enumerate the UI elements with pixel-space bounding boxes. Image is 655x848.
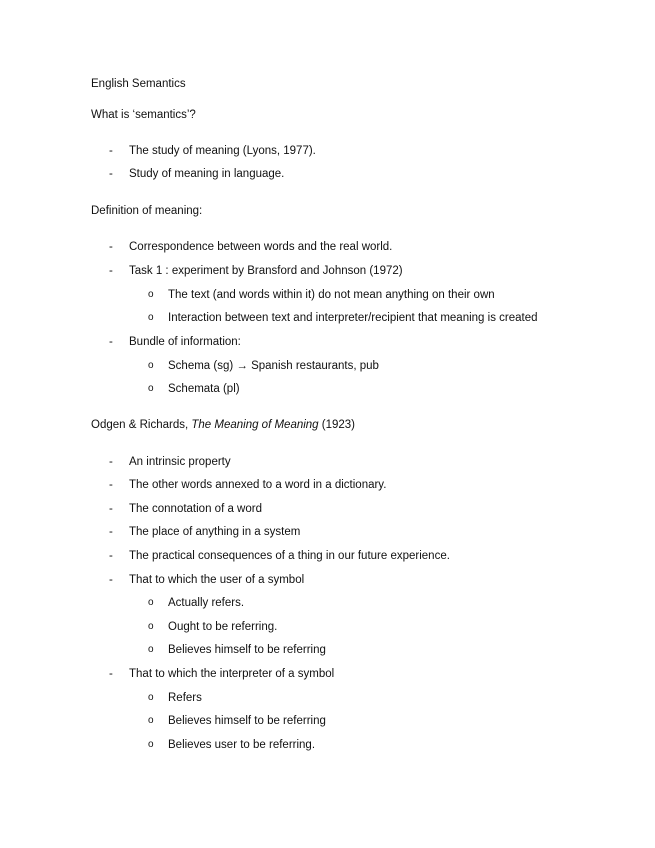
sub-list-item: Interaction between text and interpreter/recipient that meaning is created (168, 312, 538, 324)
dash-bullet: - (109, 479, 113, 491)
list-item: An intrinsic property (129, 456, 231, 468)
sub-list-item: Believes himself to be referring (168, 715, 326, 727)
sub-bullet: o (148, 312, 154, 323)
sub-list-item: The text (and words within it) do not mean anything on their own (168, 289, 495, 301)
sub-bullet: o (148, 621, 154, 632)
sub-bullet: o (148, 383, 154, 394)
sub-bullet: o (148, 692, 154, 703)
book-title: The Meaning of Meaning (191, 419, 319, 431)
dash-bullet: - (109, 503, 113, 515)
list-item: Study of meaning in language. (129, 168, 285, 180)
dash-bullet: - (109, 550, 113, 562)
list-item: That to which the interpreter of a symbol (129, 668, 335, 680)
heading-what-is-semantics: What is ‘semantics’? (91, 109, 196, 121)
list-item: Correspondence between words and the real world. (129, 241, 393, 253)
sub-bullet: o (148, 289, 154, 300)
sub-list-item: Ought to be referring. (168, 621, 278, 633)
dash-bullet: - (109, 168, 113, 180)
dash-bullet: - (109, 241, 113, 253)
sub-list-item: Actually refers. (168, 597, 245, 609)
document-title: English Semantics (91, 78, 186, 90)
sub-list-item: Believes user to be referring. (168, 739, 316, 751)
dash-bullet: - (109, 265, 113, 277)
sub-list-item: Schemata (pl) (168, 383, 240, 395)
schema-label: Schema (sg) (168, 360, 234, 372)
dash-bullet: - (109, 526, 113, 538)
sub-bullet: o (148, 715, 154, 726)
sub-bullet: o (148, 360, 154, 371)
right-arrow-icon: → (236, 360, 248, 372)
list-item: The practical consequences of a thing in our future experience. (129, 550, 450, 562)
dash-bullet: - (109, 456, 113, 468)
sub-bullet: o (148, 644, 154, 655)
sub-list-item: Believes himself to be referring (168, 644, 326, 656)
heading-year: (1923) (318, 419, 356, 431)
sub-list-item: Refers (168, 692, 202, 704)
heading-definition-of-meaning: Definition of meaning: (91, 205, 203, 217)
list-item: The study of meaning (Lyons, 1977). (129, 145, 316, 157)
sub-bullet: o (148, 597, 154, 608)
heading-odgen-richards (91, 418, 355, 432)
dash-bullet: - (109, 574, 113, 586)
list-item: The other words annexed to a word in a dictionary. (129, 479, 387, 491)
list-item: Bundle of information: (129, 336, 241, 348)
heading-authors: Odgen & Richards, (91, 419, 192, 431)
dash-bullet: - (109, 336, 113, 348)
list-item: Task 1 : experiment by Bransford and Johnson (1972) (129, 265, 403, 277)
sub-list-item-schema (168, 359, 379, 373)
list-item: The place of anything in a system (129, 526, 301, 538)
list-item: The connotation of a word (129, 503, 262, 515)
dash-bullet: - (109, 668, 113, 680)
list-item: That to which the user of a symbol (129, 574, 305, 586)
schema-examples: Spanish restaurants, pub (251, 360, 379, 372)
sub-bullet: o (148, 739, 154, 750)
dash-bullet: - (109, 145, 113, 157)
